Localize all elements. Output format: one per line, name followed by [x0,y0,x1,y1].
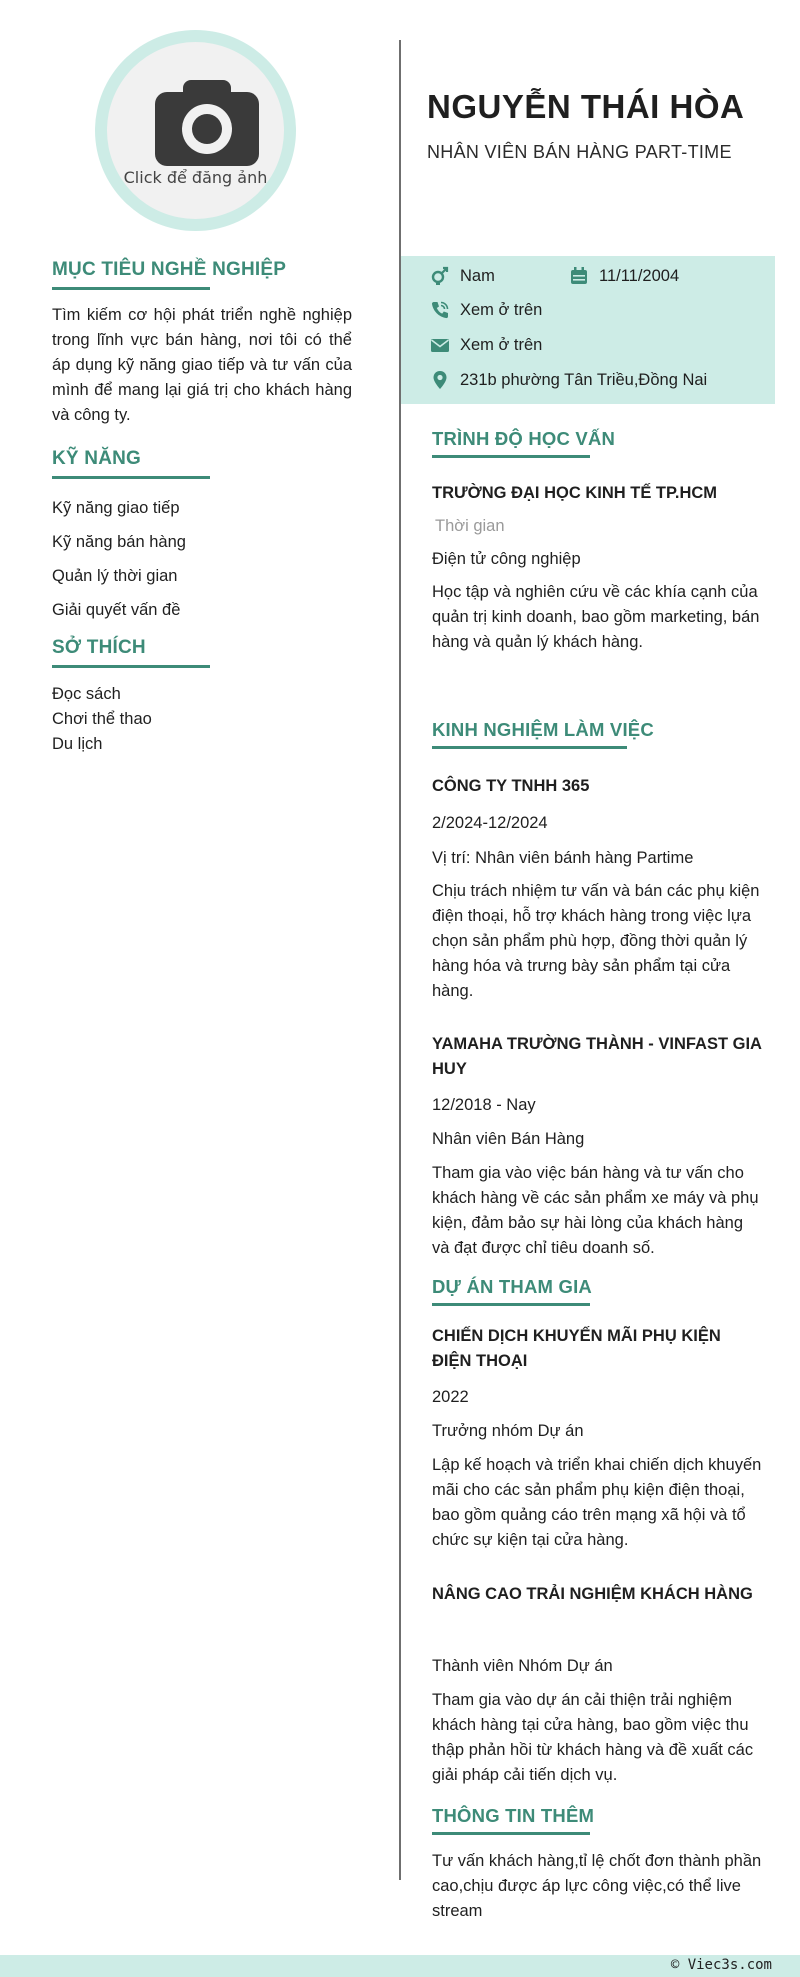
hobbies-section [52,637,352,757]
education-time: Thời gian [435,517,505,535]
job-title: NHÂN VIÊN BÁN HÀNG PART-TIME [427,142,732,162]
job-position: Vị trí: Nhân viên bánh hàng Partime [432,849,694,867]
experience-item [432,774,762,1004]
birthday-row [569,266,679,286]
phone-value: Xem ở trên [460,300,543,319]
footer-bar [0,1955,800,1977]
skills-section [52,448,352,627]
skill-item: Quản lý thời gian [52,567,178,585]
email-value: Xem ở trên [460,335,543,354]
job-company: CÔNG TY TNHH 365 [432,777,590,795]
project-item [432,1324,762,1553]
objective-title: MỤC TIÊU NGHỀ NGHIỆP [52,259,287,280]
hobby-item: Du lịch [52,735,103,753]
birthday-value: 11/11/2004 [599,266,680,285]
calendar-icon [569,266,589,286]
job-position: Nhân viên Bán Hàng [432,1130,585,1148]
objective-text: Tìm kiếm cơ hội phát triển nghề nghiệp trong lĩnh vực bán hàng, nơi tôi có thể áp dụng kỹ năng giao tiếp và tư vấn của mình để mang lại giá trị cho khách hàng và công ty. [52,306,352,424]
gender-icon [430,266,450,286]
avatar-placeholder[interactable] [107,42,284,219]
experience-section [432,719,762,1261]
education-title: TRÌNH ĐỘ HỌC VẤN [432,428,616,449]
email-row [430,335,542,355]
job-description: Chịu trách nhiệm tư vấn và bán các phụ kiện điện thoại, hỗ trợ khách hàng trong việc lựa chọn sản phẩm phù hợp, đồng thời quản lý hàng hóa và trưng bày sản phẩm tại cửa hàng. [432,882,760,1000]
education-description: Học tập và nghiên cứu về các khía cạnh của quản trị kinh doanh, bao gồm marketing, bán hàng và quản lý khách hàng. [432,583,760,651]
project-item [432,1582,762,1788]
job-period: 2/2024-12/2024 [432,814,548,832]
address-value: 231b phường Tân Triều,Đồng Nai [460,370,708,389]
project-role: Thành viên Nhóm Dự án [432,1657,613,1675]
gender-value: Nam [460,266,495,285]
skill-item: Kỹ năng bán hàng [52,533,186,551]
experience-item [432,1032,762,1261]
education-section [432,428,762,655]
project-description: Lập kế hoạch và triển khai chiến dịch khuyến mãi cho các sản phẩm phụ kiện điện thoại, bao gồm quảng cáo trên mạng xã hội và tổ chức sự kiện tại cửa hàng. [432,1456,762,1549]
projects-title: DỰ ÁN THAM GIA [432,1276,592,1297]
skill-item: Giải quyết vấn đề [52,601,181,619]
hobbies-list [52,682,352,757]
hobby-item: Chơi thể thao [52,710,152,728]
hobby-item: Đọc sách [52,685,121,703]
objective-section [52,259,352,428]
project-name: NÂNG CAO TRẢI NGHIỆM KHÁCH HÀNG [432,1585,753,1603]
project-year: 2022 [432,1388,469,1406]
job-company: YAMAHA TRƯỜNG THÀNH - VINFAST GIA HUY [432,1035,762,1078]
skills-title: KỸ NĂNG [52,448,142,469]
hobbies-title: SỞ THÍCH [52,637,146,658]
project-description: Tham gia vào dự án cải thiện trải nghiệm khách hàng tại cửa hàng, bao gồm việc thu thập phản hồi từ khách hàng và đề xuất các giải pháp cải tiến dịch vụ. [432,1691,754,1784]
additional-section [432,1805,762,1924]
address-row [430,370,707,390]
project-year [432,1617,762,1642]
education-major: Điện tử công nghiệp [432,550,581,568]
footer-watermark: © Viec3s.com [670,1957,772,1973]
additional-underline [432,1832,590,1835]
candidate-name: NGUYỄN THÁI HÒA [427,88,745,125]
phone-icon [430,300,450,320]
job-description: Tham gia vào việc bán hàng và tư vấn cho khách hàng về các sản phẩm xe máy và phụ kiện, đảm bảo sự hài lòng của khách hàng và đạt được chỉ tiêu doanh số. [432,1164,759,1257]
project-name: CHIẾN DỊCH KHUYẾN MÃI PHỤ KIỆN ĐIỆN THOẠI [432,1327,721,1370]
contact-box [401,256,775,404]
education-school: TRƯỜNG ĐẠI HỌC KINH TẾ TP.HCM [432,484,718,502]
skills-underline [52,476,210,479]
projects-section [432,1276,762,1788]
gender-row [430,266,495,286]
experience-underline [432,746,627,749]
location-pin-icon [430,370,450,390]
project-role: Trưởng nhóm Dự án [432,1422,584,1440]
job-period: 12/2018 - Nay [432,1096,536,1114]
additional-title: THÔNG TIN THÊM [432,1805,595,1826]
experience-title: KINH NGHIỆM LÀM VIỆC [432,719,654,740]
phone-row [430,300,542,320]
avatar-upload[interactable] [95,30,296,231]
projects-underline [432,1303,590,1306]
skills-list [52,491,352,627]
skill-item: Kỹ năng giao tiếp [52,499,180,517]
camera-icon [153,78,261,168]
hobbies-underline [52,665,210,668]
additional-text: Tư vấn khách hàng,tỉ lệ chốt đơn thành phần cao,chịu được áp lực công việc,có thể live stream [432,1852,762,1920]
objective-underline [52,287,210,290]
education-underline [432,455,590,458]
email-icon [430,335,450,355]
avatar-caption: Click để đăng ảnh [123,168,268,187]
